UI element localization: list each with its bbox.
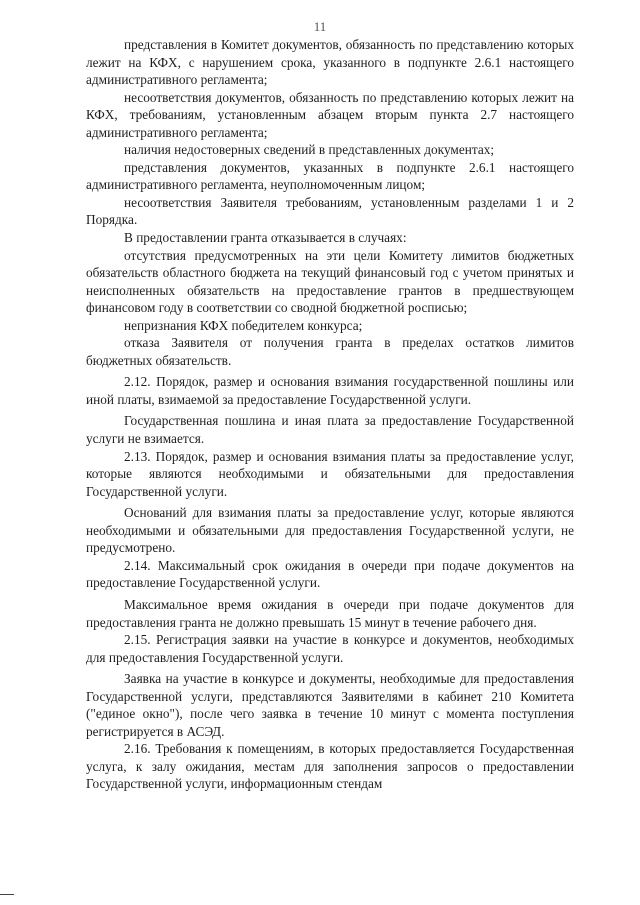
paragraph: несоответствия Заявителя требованиям, установленным разделами 1 и 2 Порядка. — [86, 194, 574, 228]
section-heading-2-15: 2.15. Регистрация заявки на участие в конкурсе и документов, необходимых для предоставления Государственной услуги. — [86, 632, 574, 665]
section-heading-2-12: 2.12. Порядок, размер и основания взимания государственной пошлины или иной платы, взимаемой за предоставление Государственной услуги. — [86, 374, 574, 407]
paragraph: Заявка на участие в конкурсе и документы, необходимые для предоставления Государственной услуги, представляются Заявителями в кабинет 210 Комитета ("единое окно"), после чего заявка в течение 10 минут с момента поступления регистрируется в АСЭД. — [86, 671, 574, 739]
paragraph: представления в Комитет документов, обязанность по представлению которых лежит на КФХ, с нарушением срока, указанного в подпункте 2.6.1 настоящего административного регламента; — [86, 37, 574, 88]
paragraph: В предоставлении гранта отказывается в случаях: — [124, 230, 407, 246]
page-number: 11 — [313, 19, 327, 34]
section-heading-2-13: 2.13. Порядок, размер и основания взимания платы за предоставление услуг, которые являются необходимыми и обязательными для предоставления Государственной услуги. — [86, 448, 574, 499]
paragraph: отказа Заявителя от получения гранта в пределах остатков лимитов бюджетных обязательств. — [86, 335, 574, 368]
paragraph: наличия недостоверных сведений в представленных документах; — [124, 142, 495, 158]
document-body — [86, 36, 574, 793]
paragraph: Оснований для взимания платы за предоставление услуг, которые являются необходимыми и обязательными для предоставления Государственной услуги, не предусмотрено. — [86, 505, 574, 556]
section-heading-2-14: 2.14. Максимальный срок ожидания в очереди при подаче документов на предоставление Государственной услуги. — [86, 557, 574, 591]
paragraph: Максимальное время ожидания в очереди при подаче документов для предоставления гранта не должно превышать 15 минут в течение рабочего дня. — [86, 596, 574, 630]
section-heading-2-16: 2.16. Требования к помещениям, в которых предоставляется Государственная услуга, к залу ожидания, местам для заполнения запросов о предоставлении Государственной услуги, информационным стендам — [86, 741, 574, 792]
paragraph: отсутствия предусмотренных на эти цели Комитету лимитов бюджетных обязательств областного бюджета на текущий финансовый год с учетом принятых и неисполненных обязательств на предоставление грантов в предшествующем финансовом году в соответствии со сводной бюджетной росписью; — [86, 247, 574, 316]
paragraph: несоответствия документов, обязанность по представлению которых лежит на КФХ, требованиям, установленным абзацем вторым пункта 2.7 настоящего административного регламента; — [86, 89, 574, 140]
scan-edge-mark — [0, 894, 14, 895]
paragraph: Государственная пошлина и иная плата за предоставление Государственной услуги не взимается. — [86, 413, 574, 447]
paragraph: непризнания КФХ победителем конкурса; — [124, 317, 363, 333]
paragraph: представления документов, указанных в подпункте 2.6.1 настоящего административного регламента, неуполномоченным лицом; — [86, 159, 574, 193]
